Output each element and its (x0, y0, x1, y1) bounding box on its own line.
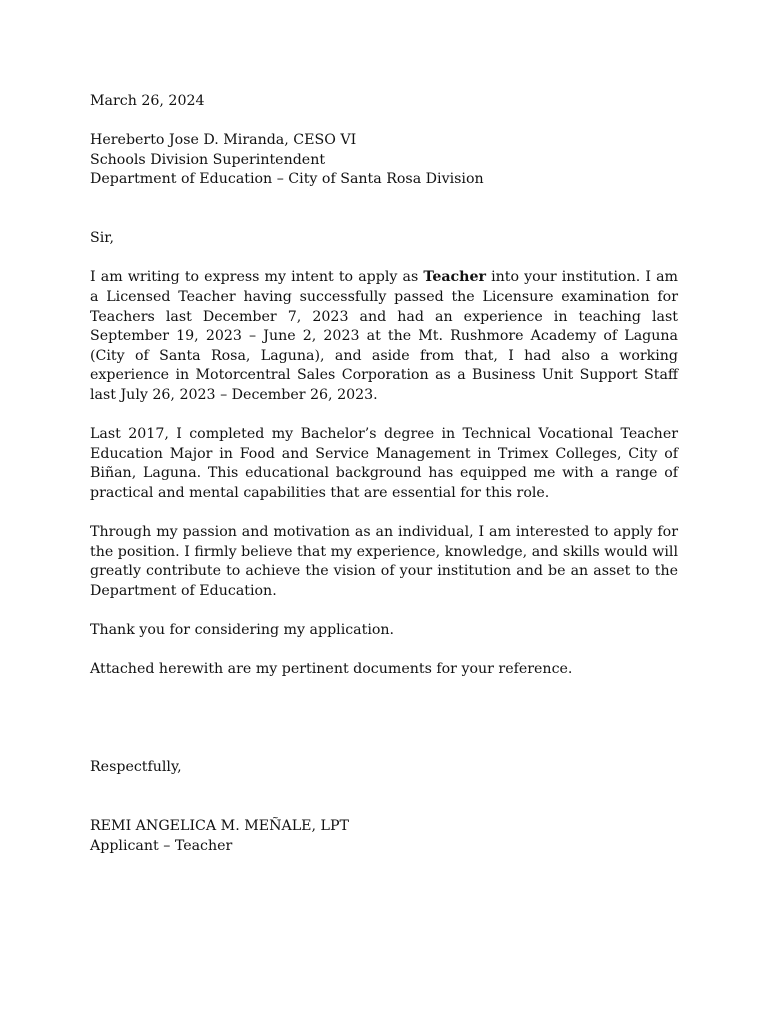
body-paragraph-motivation: Through my passion and motivation as an individual, I am interested to apply for the position. I firmly believe that my experience, knowledge, and skills would will greatly contribute to achieve the vision of your institution and be an asset to the Department of Education. (90, 524, 678, 599)
signatory-position: Applicant – Teacher (90, 837, 233, 854)
application-letter (90, 92, 678, 856)
recipient-name: Hereberto Jose D. Miranda, CESO VI (90, 132, 357, 149)
body-paragraph-intent (90, 268, 678, 405)
spacer (90, 406, 678, 426)
paragraph-text-after: into your institution. I am a Licensed Teacher having successfully passed the Licensure examination for Teachers last December 7, 2023 and had an experience in teaching last September 19, 2023 – June 2, 2023 at the Mt. Rushmore Academy of Laguna (City of Santa Rosa, Laguna), and aside from that, I had also a working experience in Motorcentral Sales Corporation as a Business Unit Support Staff last July 26, 2023 – December 26, 2023. (90, 269, 678, 403)
spacer (90, 641, 678, 661)
spacer (90, 112, 678, 132)
paragraph-text-before: I am writing to express my intent to apply as (90, 269, 424, 286)
spacer (90, 778, 678, 817)
emphasized-position: Teacher (423, 269, 486, 286)
spacer (90, 680, 678, 758)
recipient-office: Department of Education – City of Santa Rosa Division (90, 171, 484, 188)
spacer (90, 503, 678, 523)
recipient-title: Schools Division Superintendent (90, 151, 326, 168)
body-paragraph-thanks: Thank you for considering my application. (90, 622, 395, 639)
body-paragraph-attachments: Attached herewith are my pertinent documents for your reference. (90, 661, 573, 678)
body-paragraph-education: Last 2017, I completed my Bachelor’s degree in Technical Vocational Teacher Education Major in Food and Service Management in Trimex Colleges, City of Biñan, Laguna. This educational background has equipped me with a range of practical and mental capabilities that are essential for this role. (90, 426, 678, 501)
complimentary-close: Respectfully, (90, 759, 182, 776)
letter-date: March 26, 2024 (90, 93, 205, 109)
spacer (90, 190, 678, 229)
salutation: Sir, (90, 230, 114, 247)
signatory-name: REMI ANGELICA M. MEÑALE, LPT (90, 817, 349, 834)
spacer (90, 601, 678, 621)
spacer (90, 249, 678, 269)
